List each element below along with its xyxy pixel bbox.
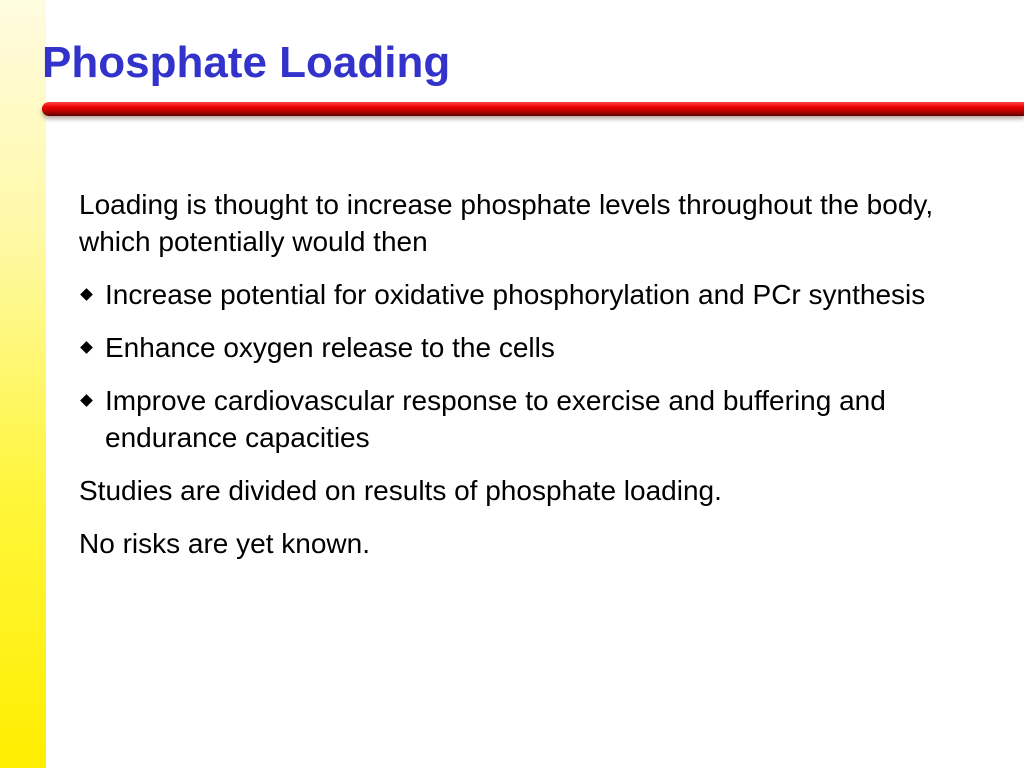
- bullet-text: Enhance oxygen release to the cells: [105, 332, 555, 363]
- diamond-bullet-icon: [80, 341, 93, 354]
- bullet-text: Increase potential for oxidative phosphorylation and PCr synthesis: [105, 279, 926, 310]
- title-underline-rule: [42, 102, 1024, 116]
- diamond-bullet-icon: [80, 288, 93, 301]
- bullet-item: [79, 276, 999, 313]
- side-accent-bar: [0, 0, 46, 768]
- slide-body: [79, 186, 999, 578]
- note-paragraph: No risks are yet known.: [79, 528, 370, 559]
- bullet-item: [79, 382, 999, 456]
- bullet-item: [79, 329, 999, 366]
- conclusion-paragraph: Studies are divided on results of phosphate loading.: [79, 475, 722, 506]
- diamond-bullet-icon: [80, 394, 93, 407]
- intro-paragraph: Loading is thought to increase phosphate levels throughout the body, which potentially would then: [79, 189, 934, 257]
- slide-title: Phosphate Loading: [42, 38, 451, 87]
- bullet-text: Improve cardiovascular response to exercise and buffering and endurance capacities: [105, 385, 886, 453]
